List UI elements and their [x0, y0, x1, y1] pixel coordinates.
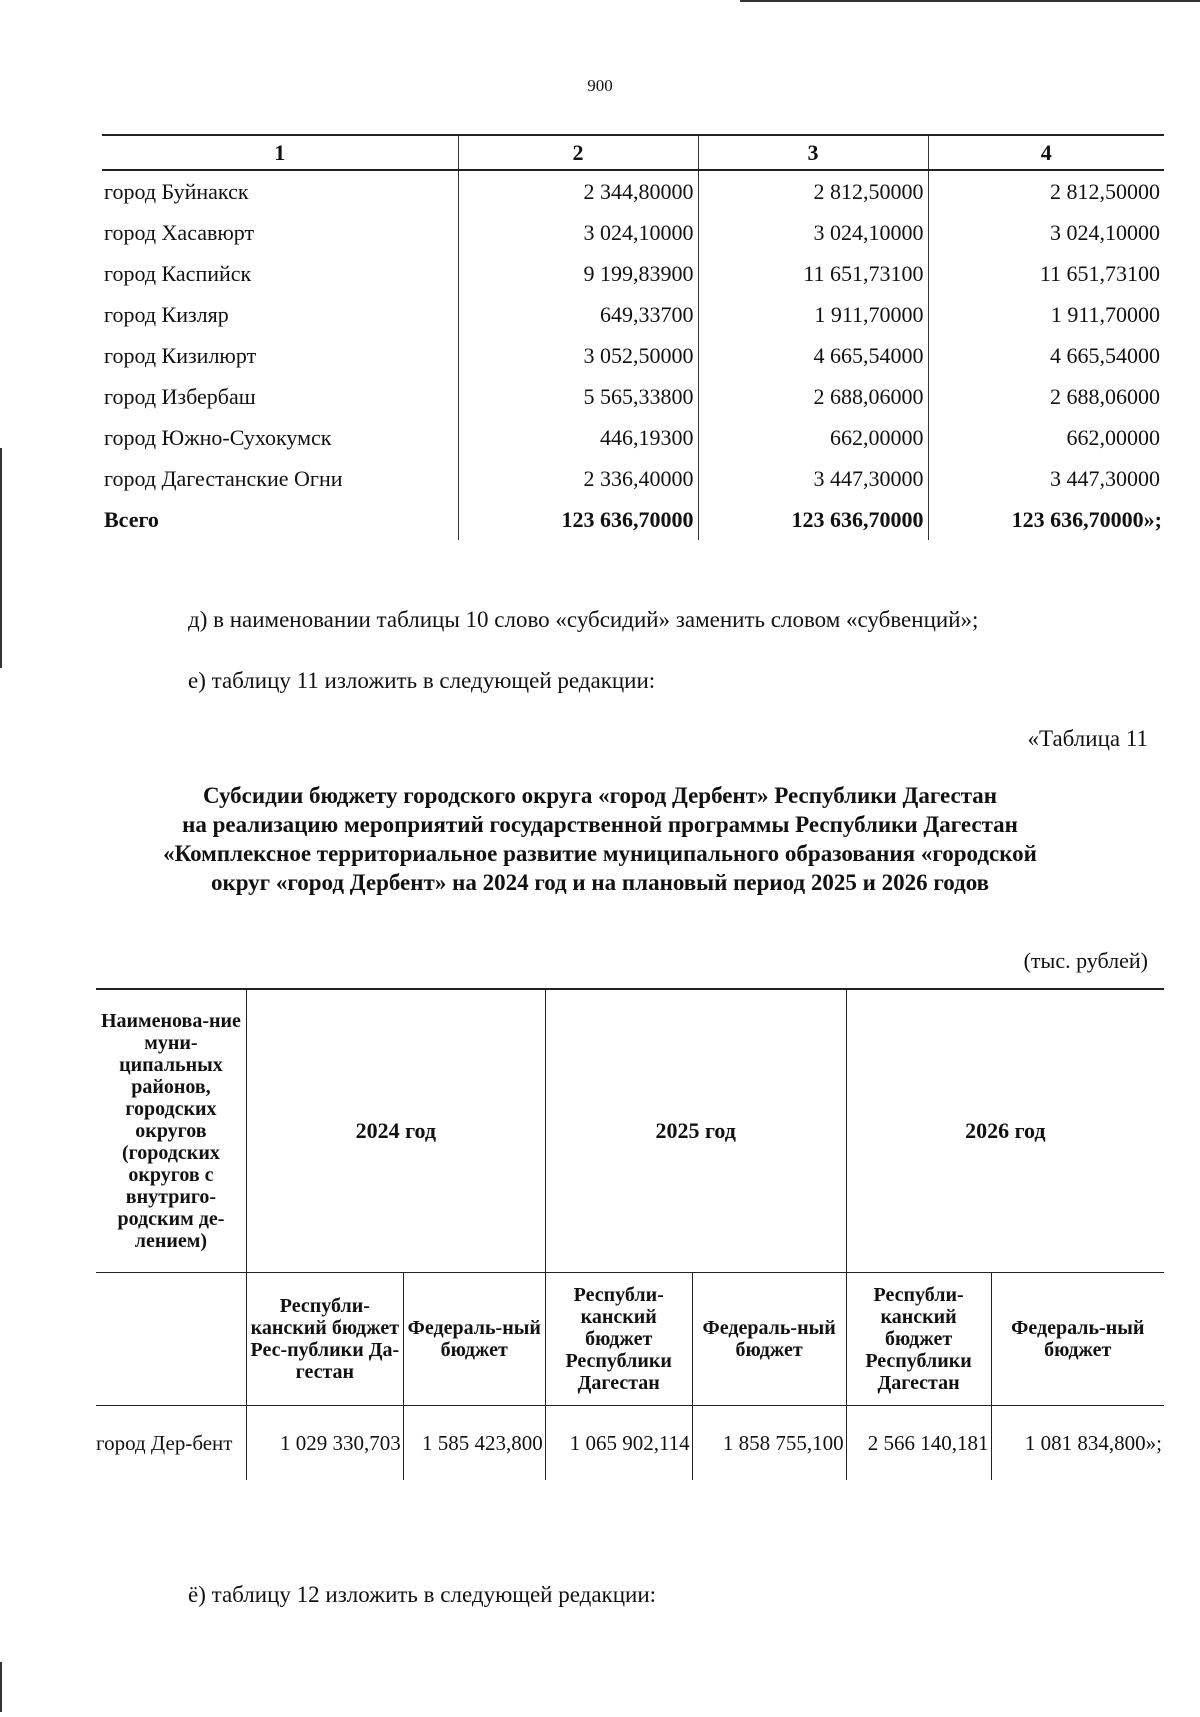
table-header-row [102, 135, 1164, 170]
budget-type-header: Республи-канский бюджет Республики Дагестан [846, 1273, 991, 1406]
derbent-subsidies-table [96, 988, 1164, 1480]
city-name: город Кизляр [104, 301, 229, 327]
value-cell: 1 029 330,703 [246, 1406, 403, 1481]
table-row [102, 417, 1164, 458]
left-margin-mark [0, 448, 2, 668]
value-cell: 662,00000 [698, 417, 928, 458]
city-name: город Южно-Сухокумск [104, 424, 332, 450]
budget-type-header: Республи-канский бюджет Рес-публики Да-гестан [246, 1273, 403, 1406]
value-cell: 1 911,70000 [698, 294, 928, 335]
value-cell: 1 585 423,800 [403, 1406, 545, 1481]
value-cell: 2 688,06000 [698, 376, 928, 417]
year-header-row [96, 989, 1164, 1273]
value-cell: 1 911,70000 [928, 294, 1164, 335]
year-header: 2025 год [545, 989, 846, 1273]
subsidies-continuation-table [102, 134, 1164, 540]
title-line: округ «город Дербент» на 2024 год и на плановый период 2025 и 2026 годов [210, 870, 990, 895]
value-cell: 2 336,40000 [458, 458, 698, 499]
table-row [102, 212, 1164, 253]
value-cell: 3 024,10000 [698, 212, 928, 253]
column-header: 3 [698, 135, 928, 170]
city-name: город Избербаш [104, 383, 256, 409]
column-header: 2 [458, 135, 698, 170]
units-label: (тыс. рублей) [1023, 948, 1148, 973]
title-line: на реализацию мероприятий государственной программы Республики Дагестан [182, 812, 1018, 837]
value-cell: 2 344,80000 [458, 170, 698, 212]
value-cell: 2 812,50000 [928, 170, 1164, 212]
amendment-paragraph-d: д) в наименовании таблицы 10 слово «субсидий» заменить словом «субвенций»; [188, 607, 979, 632]
total-row [102, 499, 1164, 540]
amendment-paragraph-yo: ё) таблицу 12 изложить в следующей редакции: [188, 1582, 657, 1607]
budget-header-row [96, 1273, 1164, 1406]
value-cell: 2 812,50000 [698, 170, 928, 212]
value-cell: 3 052,50000 [458, 335, 698, 376]
top-edge-line [740, 0, 1200, 2]
value-cell: 446,19300 [458, 417, 698, 458]
title-line: Субсидии бюджету городского округа «город Дербент» Республики Дагестан [202, 783, 998, 808]
value-cell: 11 651,73100 [698, 253, 928, 294]
total-value: 123 636,70000 [458, 499, 698, 540]
value-cell: 4 665,54000 [698, 335, 928, 376]
title-line: «Комплексное территориальное развитие муниципального образования «городской [163, 841, 1037, 866]
table-row [102, 253, 1164, 294]
total-value: 123 636,70000 [698, 499, 928, 540]
value-cell: 3 447,30000 [928, 458, 1164, 499]
column-header: 4 [928, 135, 1164, 170]
value-cell: 5 565,33800 [458, 376, 698, 417]
table-row [102, 376, 1164, 417]
total-value: 123 636,70000»; [928, 499, 1164, 540]
empty-header-cell [96, 1273, 246, 1406]
table-row [96, 1406, 1164, 1481]
value-cell: 9 199,83900 [458, 253, 698, 294]
table-row [102, 335, 1164, 376]
column-header: 1 [102, 135, 458, 170]
value-cell: 1 858 755,100 [692, 1406, 846, 1481]
table-title [80, 781, 1120, 897]
budget-type-header: Республи-канский бюджет Республики Дагестан [545, 1273, 692, 1406]
value-cell: 3 447,30000 [698, 458, 928, 499]
table-reference: «Таблица 11 [1027, 726, 1148, 751]
value-cell: 2 566 140,181 [846, 1406, 991, 1481]
total-label: Всего [104, 506, 159, 532]
amendment-paragraph-e: е) таблицу 11 изложить в следующей редакции: [188, 668, 656, 693]
city-name: город Каспийск [104, 260, 252, 286]
city-name: город Буйнакск [104, 178, 249, 204]
value-cell: 1 065 902,114 [545, 1406, 692, 1481]
value-cell: 1 081 834,800»; [991, 1406, 1164, 1481]
budget-type-header: Федераль-ный бюджет [692, 1273, 846, 1406]
table-row [102, 458, 1164, 499]
year-header: 2024 год [246, 989, 545, 1273]
value-cell: 662,00000 [928, 417, 1164, 458]
budget-type-header: Федераль-ный бюджет [991, 1273, 1164, 1406]
year-header: 2026 год [846, 989, 1164, 1273]
value-cell: 3 024,10000 [458, 212, 698, 253]
value-cell: 649,33700 [458, 294, 698, 335]
value-cell: 11 651,73100 [928, 253, 1164, 294]
municipality-name: город Дер-бент [96, 1406, 246, 1481]
budget-type-header: Федераль-ный бюджет [403, 1273, 545, 1406]
value-cell: 3 024,10000 [928, 212, 1164, 253]
left-margin-mark [0, 1662, 2, 1712]
table-row [102, 170, 1164, 212]
municipality-column-header: Наименова-ние муни-ципальных районов, городских округов (городских округов с внутриго-родским де-лением) [96, 989, 246, 1273]
city-name: город Хасавюрт [104, 219, 255, 245]
table-row [102, 294, 1164, 335]
city-name: город Кизилюрт [104, 342, 257, 368]
value-cell: 2 688,06000 [928, 376, 1164, 417]
page-number: 900 [587, 76, 613, 95]
value-cell: 4 665,54000 [928, 335, 1164, 376]
city-name: город Дагестанские Огни [104, 465, 343, 491]
